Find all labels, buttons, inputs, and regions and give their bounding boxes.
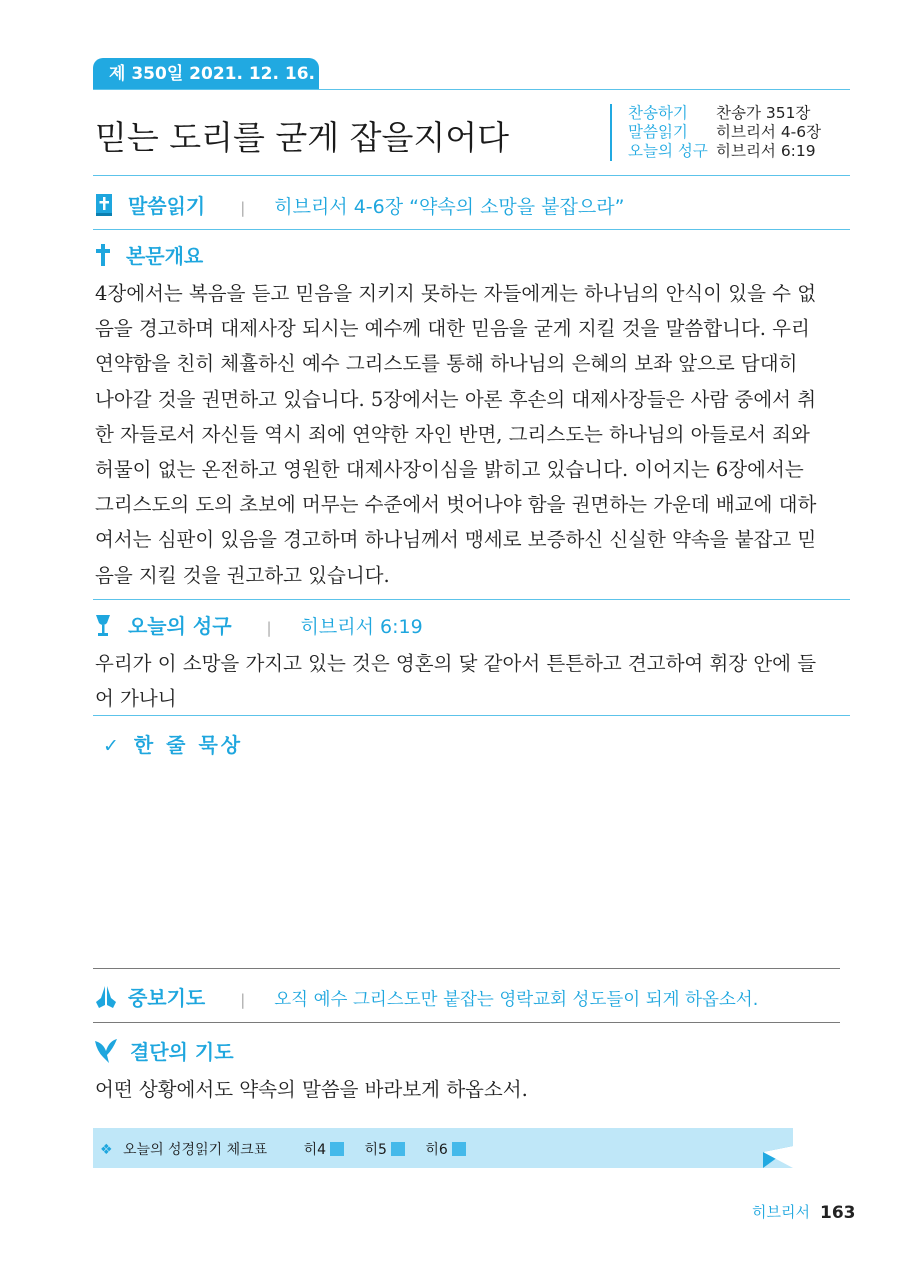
verse-text <box>95 646 850 716</box>
verse-line: 우리가 이 소망을 가지고 있는 것은 영혼의 닻 같아서 튼튼하고 견고하여 휘장 안에 들 <box>95 652 817 675</box>
summary-line: 음을 지킬 것을 권고하고 있습니다. <box>95 563 390 587</box>
summary-line: 연약함을 친히 체휼하신 예수 그리스도를 통해 하나님의 은혜의 보좌 앞으로 담대히 <box>95 352 798 376</box>
verse-heading: 오늘의 성구 <box>127 614 232 638</box>
divider <box>93 229 850 230</box>
verse-section <box>95 610 423 642</box>
dove-icon <box>93 1037 119 1070</box>
checkbox[interactable] <box>330 1142 344 1156</box>
verse-reference: 히브리서 6:19 <box>300 616 423 638</box>
reading-subtitle: 히브리서 4-6장 “약속의 소망을 붙잡으라” <box>274 196 625 218</box>
check-icon: ✓ <box>103 735 119 757</box>
checkbox[interactable] <box>391 1142 405 1156</box>
meditation-writing-area[interactable] <box>95 760 840 960</box>
summary-text <box>95 276 850 593</box>
divider <box>93 599 850 600</box>
checklist-item-heb6[interactable]: 히6 <box>425 1142 465 1158</box>
resolution-heading: 결단의 기도 <box>129 1040 234 1064</box>
checklist-label: 오늘의 성경읽기 체크표 <box>123 1142 268 1158</box>
info-panel <box>610 104 821 161</box>
summary-line: 그리스도의 도의 초보에 머무는 수준에서 벗어나야 함을 권면하는 가운데 배교에 대하 <box>95 493 817 517</box>
checklist-item-heb5[interactable]: 히5 <box>365 1142 405 1158</box>
checklist-item-heb4[interactable]: 히4 <box>304 1142 344 1158</box>
reading-heading: 말씀읽기 <box>127 194 206 218</box>
separator: | <box>240 991 246 1009</box>
chalice-icon <box>95 613 111 642</box>
intercession-text: 오직 예수 그리스도만 붙잡는 영락교회 성도들이 되게 하옵소서. <box>274 990 759 1010</box>
page-title: 믿는 도리를 굳게 잡을지어다 <box>95 118 510 157</box>
divider <box>93 1022 840 1023</box>
praying-hands-icon <box>93 984 119 1015</box>
intercession-section <box>93 982 758 1015</box>
footer-book: 히브리서 <box>752 1203 810 1221</box>
summary-heading: 본문개요 <box>125 244 204 268</box>
separator: | <box>240 199 246 217</box>
divider <box>93 715 850 716</box>
intercession-heading: 중보기도 <box>127 986 206 1010</box>
page-corner-icon <box>763 1146 793 1168</box>
summary-line: 한 자들로서 자신들 역시 죄에 연약한 자인 반면, 그리스도는 하나님의 아들로서 죄와 <box>95 422 810 446</box>
date-tab: 제 350일 2021. 12. 16. 목 <box>93 58 319 90</box>
checkbox[interactable] <box>452 1142 466 1156</box>
reading-section <box>95 190 624 222</box>
verse-line: 어 가나니 <box>95 687 177 711</box>
divider <box>93 968 840 969</box>
info-row-reading: 말씀읽기 히브리서 4-6장 <box>628 123 822 141</box>
meditation-section <box>103 729 243 758</box>
page-number: 163 <box>820 1203 856 1223</box>
diamond-bullet-icon: ❖ <box>100 1142 113 1158</box>
summary-line: 나아갈 것을 권면하고 있습니다. 5장에서는 아론 후손의 대제사장들은 사람 중에서 취 <box>95 387 817 411</box>
divider <box>93 175 850 176</box>
header-rule <box>93 89 850 90</box>
summary-section <box>95 240 203 272</box>
separator: | <box>266 619 272 637</box>
resolution-section <box>93 1036 234 1070</box>
summary-line: 음을 경고하며 대제사장 되시는 예수께 대한 믿음을 굳게 지킬 것을 말씀합니다. 우리 <box>95 317 810 341</box>
cross-icon <box>95 243 111 272</box>
meditation-heading: 한 줄 묵상 <box>133 733 244 757</box>
info-row-hymn: 찬송하기 찬송가 351장 <box>628 104 811 122</box>
summary-line: 4장에서는 복음을 듣고 믿음을 지키지 못하는 자들에게는 하나님의 안식이 있을 수 없 <box>95 282 817 305</box>
summary-line: 허물이 없는 온전하고 영원한 대제사장이심을 밝히고 있습니다. 이어지는 6장에서는 <box>95 458 804 482</box>
checklist <box>100 1139 466 1159</box>
bible-icon <box>95 193 113 222</box>
resolution-text: 어떤 상황에서도 약속의 말씀을 바라보게 하옵소서. <box>95 1078 528 1101</box>
summary-line: 여서는 심판이 있음을 경고하며 하나님께서 맹세로 보증하신 신실한 약속을 붙잡고 믿 <box>95 528 817 552</box>
info-row-verse: 오늘의 성구 히브리서 6:19 <box>628 142 816 160</box>
